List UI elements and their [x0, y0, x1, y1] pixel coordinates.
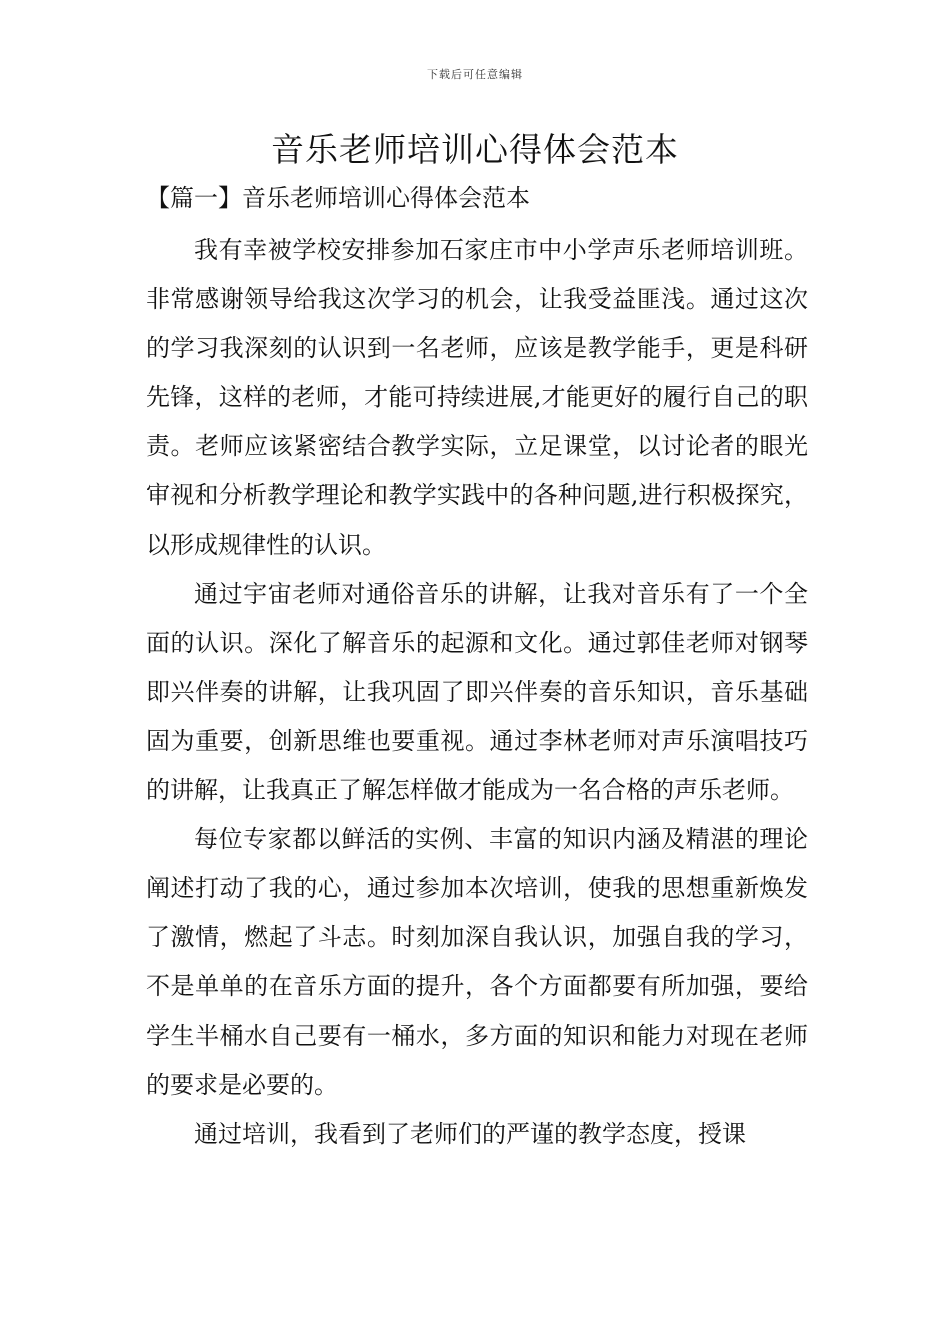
section-heading: 【篇一】音乐老师培训心得体会范本: [146, 184, 530, 212]
document-body: [146, 226, 808, 1159]
paragraph: 每位专家都以鲜活的实例、丰富的知识内涵及精湛的理论阐述打动了我的心，通过参加本次培训，使我的思想重新焕发了激情，燃起了斗志。时刻加深自我认识，加强自我的学习，不是单单的在音乐方面的提升，各个方面都要有所加强，要给学生半桶水自己要有一桶水，多方面的知识和能力对现在老师的要求是必要的。: [146, 825, 808, 1099]
paragraph: 通过宇宙老师对通俗音乐的讲解，让我对音乐有了一个全面的认识。深化了解音乐的起源和文化。通过郭佳老师对钢琴即兴伴奏的讲解，让我巩固了即兴伴奏的音乐知识，音乐基础固为重要，创新思维也要重视。通过李林老师对声乐演唱技巧的讲解，让我真正了解怎样做才能成为一名合格的声乐老师。: [146, 579, 808, 805]
paragraph: 我有幸被学校安排参加石家庄市中小学声乐老师培训班。非常感谢领导给我这次学习的机会，让我受益匪浅。通过这次的学习我深刻的认识到一名老师，应该是教学能手，更是科研先锋，这样的老师，才能可持续进展,才能更好的履行自己的职责。老师应该紧密结合教学实际，立足课堂，以讨论者的眼光审视和分析教学理论和教学实践中的各种问题,进行积极探究，以形成规律性的认识。: [146, 236, 808, 559]
paragraph: 通过培训，我看到了老师们的严谨的教学态度，授课: [194, 1119, 746, 1148]
document-title: 音乐老师培训心得体会范本: [271, 130, 679, 169]
header-note: 下载后可任意编辑: [427, 68, 523, 81]
